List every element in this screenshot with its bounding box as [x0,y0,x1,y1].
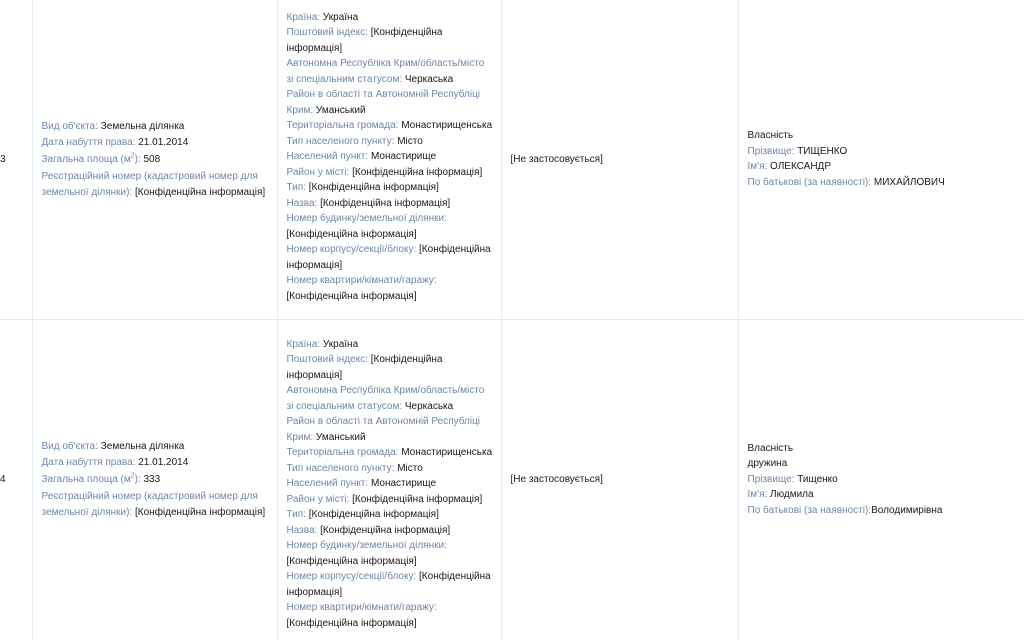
street-name-line [287,523,493,539]
region-label: Автономна Республіка Крим/область/місто зі спеціальним статусом: [286,58,485,85]
street-name-value: [Конфіденційна інформація] [320,197,451,209]
object-cell [32,319,277,640]
apartment-value: [Конфіденційна інформація] [286,290,417,302]
street-name-value: [Конфіденційна інформація] [320,524,451,536]
object-type-line [42,439,277,455]
acquired-line [42,135,277,151]
building-line [287,211,493,242]
object-type-value: Земельна ділянка [100,440,185,452]
community-line [287,445,493,461]
reg-number-line [42,489,277,520]
apartment-label: Номер квартири/кімнати/гаражу: [286,275,437,286]
reg-number-value: [Конфіденційна інформація] [135,506,266,518]
ownership-right: Власність [747,442,794,454]
object-type-value: Земельна ділянка [100,120,185,132]
firstname-value: Людмила [770,489,814,501]
acquired-value: 21.01.2014 [138,457,189,469]
owner-cell [738,0,1024,319]
acquired-label: Дата набуття права: [41,457,136,469]
district-value: Уманський [315,104,366,116]
district-value: Уманський [315,431,366,443]
corpus-label: Номер корпусу/секції/блоку: [286,571,417,583]
cost-cell [501,0,738,319]
area-line [42,472,277,488]
firstname-line [748,159,1024,175]
community-line [287,118,493,134]
apartment-line [287,600,493,631]
firstname-line [748,487,1024,503]
street-type-value: [Конфіденційна інформація] [308,182,439,193]
country-value: Україна [322,338,359,350]
building-value: [Конфіденційна інформація] [286,228,417,240]
community-value: Монастирищенська [401,120,493,131]
postal-line [287,352,493,383]
cost-cell [501,319,738,640]
acquired-label: Дата набуття права: [41,137,136,148]
surname-value: ТИЩЕНКО [797,145,848,157]
firstname-value: ОЛЕКСАНДР [770,161,831,173]
street-type-label: Тип: [286,182,306,193]
reg-number-line [42,169,277,200]
reg-number-label: Реєстраційний номер (кадастровий номер для земельної ділянки): [41,171,258,198]
postal-value: [Конфіденційна інформація] [286,354,443,381]
surname-label: Прізвище: [747,145,795,157]
street-type-line [287,507,493,523]
street-name-label: Назва: [286,197,318,209]
corpus-label: Номер корпусу/секції/блоку: [286,244,417,255]
settlement-type-line [287,461,493,477]
address-cell [277,319,501,640]
settlement-type-line [287,134,493,150]
corpus-value: [Конфіденційна інформація] [286,571,491,598]
acquired-value: 21.01.2014 [138,137,189,148]
settlement-type-label: Тип населеного пункту: [286,135,395,147]
settlement-value: Монастирище [370,151,437,162]
acquired-line [42,455,277,471]
object-type-label: Вид об'єкта: [41,440,98,452]
settlement-type-value: Місто [397,462,423,474]
settlement-label: Населений пункт: [286,478,369,490]
table-row [0,319,1024,640]
area-value: 508 [143,153,161,165]
apartment-label: Номер квартири/кімнати/гаражу: [286,602,437,614]
settlement-line [287,476,493,492]
patronymic-value: Володимирівна [871,504,943,516]
patronymic-value: МИХАЙЛОВИЧ [873,176,945,188]
district-line [287,414,493,445]
settlement-type-label: Тип населеного пункту: [286,462,395,474]
patronymic-line [748,503,1024,519]
postal-label: Поштовий індекс: [286,354,368,366]
region-label: Автономна Республіка Крим/область/місто зі спеціальним статусом: [286,385,485,412]
settlement-label: Населений пункт: [286,151,369,162]
owner-relation: дружина [747,458,788,470]
street-type-label: Тип: [286,509,306,521]
ownership-right: Власність [747,130,794,142]
district-label: Район в області та Автономній Республіці Крим: [286,416,481,443]
region-value: Черкаська [404,400,454,412]
city-district-line [287,165,493,181]
patronymic-line [748,175,1024,191]
region-line [287,56,493,87]
district-line [287,87,493,118]
street-type-line [287,180,493,196]
cost-value: [Не застосовується] [510,153,603,165]
object-type-label: Вид об'єкта: [41,120,98,132]
row-number: 3 [0,0,32,319]
community-label: Територіальна громада: [286,120,399,131]
city-district-value: [Конфіденційна інформація] [352,493,483,505]
building-value: [Конфіденційна інформація] [286,555,417,567]
corpus-line [287,569,493,600]
surname-label: Прізвище: [747,473,795,485]
row-number: 4 [0,319,32,640]
street-type-value: [Конфіденційна інформація] [308,509,439,521]
corpus-line [287,242,493,273]
area-label: Загальна площа $(м^2)$: [41,152,141,165]
firstname-label: Ім'я: [747,161,768,173]
corpus-value: [Конфіденційна інформація] [286,244,491,271]
owner-cell [738,319,1024,640]
postal-line [287,25,493,56]
reg-number-value: [Конфіденційна інформація] [135,186,266,198]
object-cell [32,0,277,319]
apartment-line [287,273,493,304]
address-cell [277,0,501,319]
community-value: Монастирищенська [401,447,493,459]
surname-line [748,472,1024,488]
firstname-label: Ім'я: [747,489,768,501]
country-label: Країна: [286,11,321,23]
building-label: Номер будинку/земельної ділянки: [286,540,447,552]
cost-value: [Не застосовується] [510,473,603,485]
object-type-line [42,119,277,135]
district-label: Район в області та Автономній Республіці Крим: [286,89,481,116]
community-label: Територіальна громада: [286,447,399,459]
country-value: Україна [322,11,359,23]
city-district-value: [Конфіденційна інформація] [352,166,483,178]
area-line [42,152,277,168]
settlement-value: Монастирище [370,478,437,490]
street-name-label: Назва: [286,524,318,536]
country-label: Країна: [286,338,321,350]
region-value: Черкаська [404,73,454,85]
area-label: Загальна площа $(м^2)$: [41,472,141,485]
settlement-line [287,149,493,165]
city-district-label: Район у місті: [286,166,350,178]
patronymic-label: По батькові (за наявності): [747,176,872,188]
surname-value: Тищенко [797,473,838,485]
area-value: 333 [143,473,161,485]
apartment-value: [Конфіденційна інформація] [286,617,417,629]
settlement-type-value: Місто [397,135,423,147]
postal-value: [Конфіденційна інформація] [286,27,443,54]
country-line [287,337,493,353]
street-name-line [287,196,493,212]
reg-number-label: Реєстраційний номер (кадастровий номер для земельної ділянки): [41,491,258,518]
surname-line [748,144,1024,160]
city-district-line [287,492,493,508]
country-line [287,10,493,26]
region-line [287,383,493,414]
postal-label: Поштовий індекс: [286,27,368,38]
building-line [287,538,493,569]
building-label: Номер будинку/земельної ділянки: [286,213,447,224]
city-district-label: Район у місті: [286,493,350,505]
patronymic-label: По батькові (за наявності): [747,504,872,516]
table-row [0,0,1024,319]
